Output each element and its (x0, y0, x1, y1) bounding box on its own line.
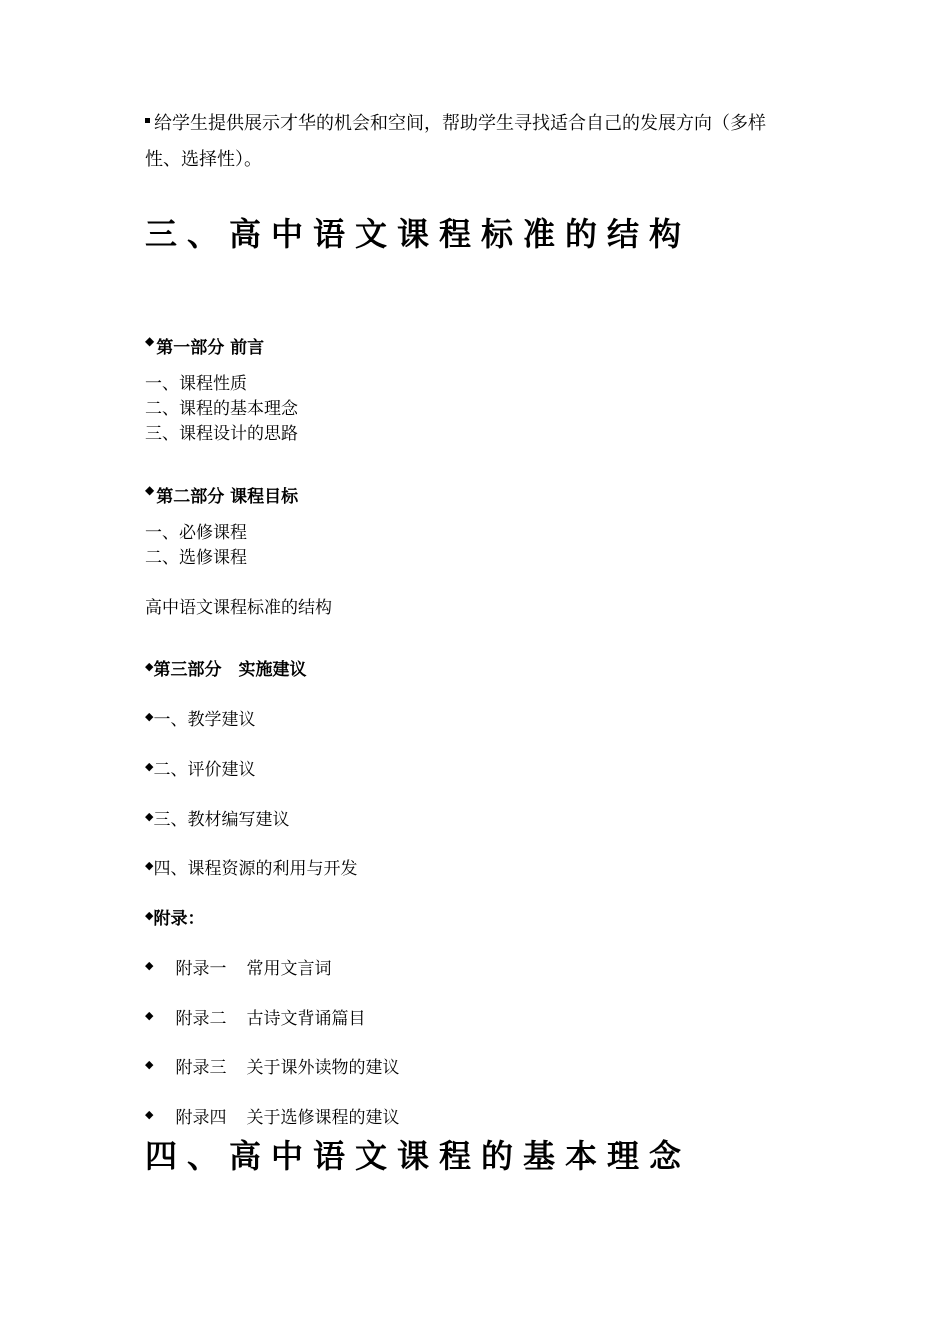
part-3-item (145, 858, 357, 880)
section-3-heading: 三、高中语文课程标准的结构 (145, 215, 692, 253)
section-4-heading: 四、高中语文课程的基本理念 (145, 1137, 692, 1175)
appendix-label: 附录一 (175, 959, 227, 979)
diamond-icon: ◆ (145, 483, 155, 497)
part-3-item-text: 一、教学建议 (153, 710, 256, 730)
appendix-label: 附录四 (175, 1108, 227, 1128)
diamond-icon: ◆ (145, 1108, 154, 1121)
diamond-icon: ◆ (145, 334, 155, 348)
part-3-title: 第三部分 实施建议 (153, 660, 307, 680)
part-3-item (145, 759, 255, 781)
appendix-item (145, 1008, 365, 1030)
diamond-icon: ◆ (145, 660, 154, 673)
intro-line-1 (145, 112, 766, 136)
appendix-item (145, 958, 331, 980)
part-3-title-row (145, 659, 306, 681)
intro-line-2 (145, 148, 262, 172)
square-bullet-icon (145, 118, 150, 123)
part-1-title-row (145, 334, 265, 359)
diamond-icon: ◆ (145, 1009, 154, 1022)
part-3-item-text: 二、评价建议 (153, 760, 256, 780)
part-2-title-row (145, 483, 299, 508)
part-3-item (145, 709, 255, 731)
appendix-item (145, 1107, 399, 1129)
appendix-label: 附录三 (175, 1058, 227, 1078)
appendix-name: 古诗文背诵篇目 (246, 1009, 366, 1029)
diamond-icon: ◆ (145, 859, 154, 872)
diamond-icon: ◆ (145, 760, 154, 773)
appendix-item (145, 1057, 399, 1079)
appendix-name: 关于课外读物的建议 (246, 1058, 400, 1078)
part-1-item: 二、课程的基本理念 (145, 399, 298, 419)
diamond-icon: ◆ (145, 909, 154, 922)
part-1-item: 一、课程性质 (145, 374, 247, 394)
appendix-title: 附录： (153, 909, 205, 929)
appendix-name: 关于选修课程的建议 (246, 1108, 400, 1128)
part-2-item: 二、选修课程 (145, 548, 247, 568)
part-3-item-text: 三、教材编写建议 (153, 810, 290, 830)
appendix-title-row (145, 908, 204, 930)
appendix-name: 常用文言词 (246, 959, 332, 979)
diamond-icon: ◆ (145, 959, 154, 972)
part-3-item-text: 四、课程资源的利用与开发 (153, 859, 358, 879)
part-1-title: 第一部分 前言 (156, 338, 265, 358)
appendix-label: 附录二 (175, 1009, 227, 1029)
structure-caption: 高中语文课程标准的结构 (145, 598, 332, 618)
part-3-item (145, 809, 289, 831)
part-2-title: 第二部分 课程目标 (156, 487, 299, 507)
part-1-item: 三、课程设计的思路 (145, 424, 298, 444)
diamond-icon: ◆ (145, 1058, 154, 1071)
intro-text-2: 性、选择性）。 (145, 149, 262, 170)
diamond-icon: ◆ (145, 710, 154, 723)
part-2-item: 一、必修课程 (145, 523, 247, 543)
intro-text-1: 给学生提供展示才华的机会和空间，帮助学生寻找适合自己的发展方向（多样 (154, 113, 766, 134)
diamond-icon: ◆ (145, 810, 154, 823)
